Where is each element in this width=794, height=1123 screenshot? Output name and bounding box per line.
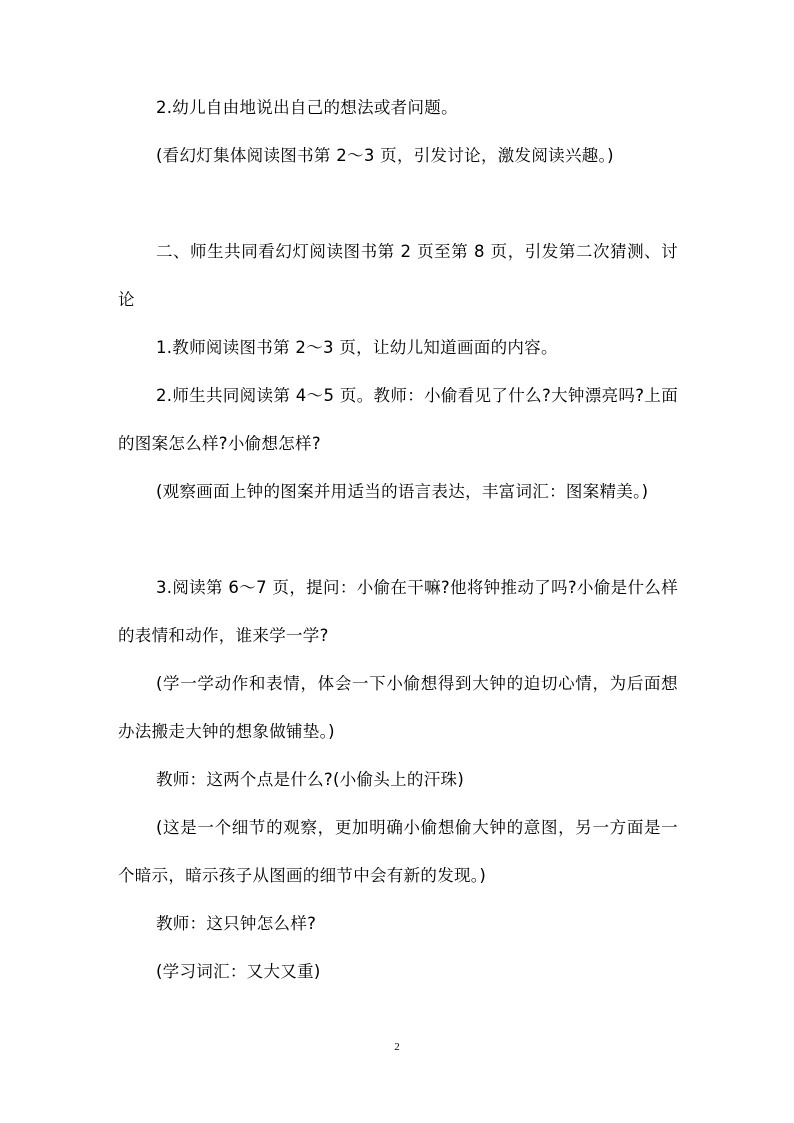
paragraph-2: (看幻灯集体阅读图书第 2～3 页，引发讨论，激发阅读兴趣。) [155, 146, 614, 165]
paragraph-1: 2.幼儿自由地说出自己的想法或者问题。 [155, 98, 458, 117]
section-heading: 二、师生共同看幻灯阅读图书第 2 页至第 8 页，引发第二次猜测、讨论 [118, 242, 678, 309]
paragraph-3: 1.教师阅读图书第 2～3 页，让幼儿知道画面的内容。 [155, 338, 558, 357]
page-number: 2 [394, 1041, 400, 1053]
paragraph-9: (这是一个细节的观察，更加明确小偷想偷大钟的意图，另一方面是一个暗示，暗示孩子从图画的细节中会有新的发现。) [118, 818, 678, 885]
paragraph-10: 教师：这只钟怎么样? [155, 914, 317, 933]
paragraph-6: 3.阅读第 6～7 页，提问：小偷在干嘛?他将钟推动了吗?小偷是什么样的表情和动作，谁来学一学? [118, 578, 678, 645]
paragraph-4: 2.师生共同阅读第 4～5 页。教师：小偷看见了什么?大钟漂亮吗?上面的图案怎么样?小偷想怎样? [118, 386, 678, 453]
paragraph-7: (学一学动作和表情，体会一下小偷想得到大钟的迫切心情，为后面想办法搬走大钟的想象做铺垫。) [118, 674, 678, 741]
paragraph-8: 教师：这两个点是什么?(小偷头上的汗珠) [155, 770, 465, 789]
paragraph-11: (学习词汇：又大又重) [155, 962, 321, 981]
paragraph-5: (观察画面上钟的图案并用适当的语言表达，丰富词汇：图案精美。) [155, 482, 649, 501]
